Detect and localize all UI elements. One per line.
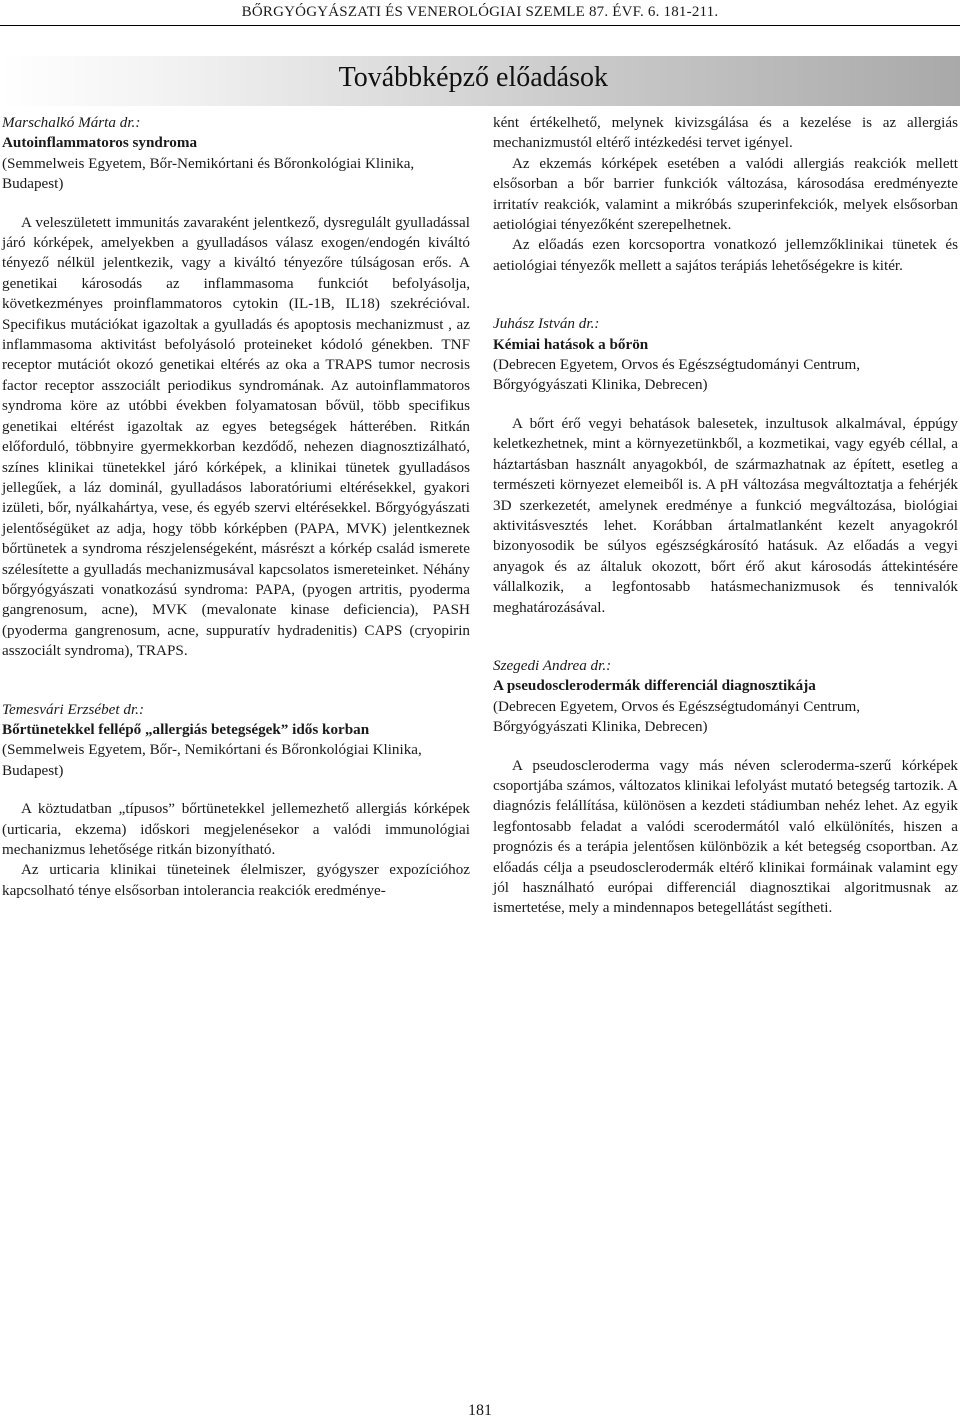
paragraph: A bőrt érő vegyi behatások balesetek, inzultusok alkalmával, éppúgy keletkezhetnek, mint a környezetünkből, a kozmetikai, vagy egyéb céllal, a háztartásban használt anyagokból, de származhatnak az épített, esetleg a természeti környezet elemeiből is. A pH változása megváltoztatja a fehérjék 3D szerkezetét, amelynek eredménye a funkció megváltozása, biológiai aktivitásvesztés lehet. Korábban ártalmatlanként kezelt anyagokról bizonyosodik be súlyos egészségkárosító hatásuk. Az előadás a vegyi anyagok és az általuk okozott, bőrt érő akut károsodás áttekintésére vállalkozik, a legfontosabb hatásmechanizmusok és tennivalók meghatározásával.	[493, 414, 958, 616]
affiliation: (Semmelweis Egyetem, Bőr-, Nemikórtani és Bőronkológiai Klinika, Budapest)	[2, 741, 422, 779]
abstract-chemical-effects	[493, 314, 958, 618]
paragraph: A veleszületett immunitás zavaraként jelentkező, dysregulált gyulladással járó kórképek, amelyekben a gyulladásos válasz exogen/endogén kiváltó tényező nélkül jelentkezik, vagy a kiváltó tényezőre túlságosan erős. A genetikai károsodás az inflammasoma funkciót befolyásolja, következményes proinflammatoros cytokin (IL-1B, IL18) szekrécióval. Specifikus mutációkat igazoltak a gyulladás és apoptosis mechanizmust , az inflammasoma aktivitást befolyásoló proteineket kódoló génekben. TNF receptor mutációt okozó genetikai eltérés az oka a TRAPS tumor necrosis factor receptor asszociált periodikus syndromának. Az autoinflammatoros syndroma köre az utóbbi években folyamatosan bővül, több specifikus genetikai eltérést igazoltak az egyes betegségek hátterében. Ritkán előforduló, többnyire gyermekkorban kezdődő, nehezen diagnosztizálható, színes klinikai tünetekkel járó kórképek, a klinikai tünetek gyulladásos jellegűek, a láz dominál, gyulladásos laboratóriumi eltérésekkel, gyakori izületi, bőr, nyálkahártya, vese, és egyéb szervi eltérésekkel. Bőrgyógyászati jelentőségüket az adja, hogy több kórképben (PAPA, MVK) jelentkeznek bőrtünetek a syndroma részjelenségeként, másrészt a kórkép család ismerete szélesítette a gyulladás mechanizmusával kapcsolatos ismereteinket. Néhány bőrgyógyászati vonatkozású syndroma: PAPA, (pyogen artritis, pyoderma gangrenosum, acne), MVK (mevalonate kinase deficiencia), PASH (pyoderma gangrenosum, acne, suppuratív hydradenitis) CAPS (cryopirin asszociált syndroma), TRAPS.	[2, 213, 470, 660]
header-rule	[0, 25, 960, 26]
affiliation: (Semmelweis Egyetem, Bőr-Nemikórtani és Bőronkológiai Klinika, Budapest)	[2, 154, 415, 193]
right-column	[493, 113, 958, 919]
paragraph: A köztudatban „típusos” bőrtünetekkel jellemezhető allergiás kórképek (urticaria, ekzema) időskori megjelenésekor a valódi immunológiai mechanizmus lehetősége ritkán bizonyítható.	[2, 800, 470, 858]
author: Marschalkó Márta dr.:	[2, 114, 141, 131]
abstract-title: Bőrtünetekkel fellépő „allergiás betegségek” idős korban	[2, 720, 370, 738]
abstract-continuation	[493, 113, 958, 276]
paragraph: Az urticaria klinikai tüneteinek élelmiszer, gyógyszer expozícióhoz kapcsolható ténye elsősorban intolerancia reakciók eredménye-	[2, 861, 470, 899]
section-title: Továbbképző előadások	[338, 62, 608, 93]
abstract-allergic-elderly	[2, 700, 470, 902]
abstract-title: Autoinflammatoros syndroma	[2, 134, 198, 152]
paragraph: ként értékelhető, melynek kivizsgálása és a kezelése is az allergiás mechanizmustól eltérő intézkedési tervet igényel.	[493, 114, 958, 152]
author: Juhász István dr.:	[493, 315, 600, 333]
left-column	[2, 113, 470, 901]
abstract-autoinflammatory	[2, 113, 470, 662]
page-number: 181	[468, 1402, 492, 1419]
abstract-pseudoscleroderma	[493, 656, 958, 919]
section-banner	[0, 56, 960, 106]
paragraph: Az ekzemás kórképek esetében a valódi allergiás reakciók mellett elsősorban a bőr barrier funkciók változása, károsodása eredményezte irritatív reakciók, valamint a mikróbás szuperinfekciók, melyek elsősorban aetiológiai tényezőként szerepelhetnek.	[493, 154, 958, 234]
abstract-title: Kémiai hatások a bőrön	[493, 335, 649, 353]
paragraph: A pseudoscleroderma vagy más néven scleroderma-szerű kórképek csoportjába számos, változatos klinikai lefolyást mutató betegség tartozik. A diagnózis felállítása, különösen a kezdeti stádiumban nehéz lehet. Az egyik legfontosabb feladat a valódi scerodermától való elkülönítés, hiszen a prognózis és a terápia jelentősen különbözik a két betegség csoportban. Az előadás célja a pseudosclerodermák eltérő klinikai formáinak valamint egy jól használható európai differenciál diagnosztikai algoritmusnak az ismertetése, mely a mindennapos betegellátást segítheti.	[493, 756, 958, 917]
affiliation: (Debrecen Egyetem, Orvos és Egészségtudományi Centrum, Bőrgyógyászati Klinika, Debrecen)	[493, 356, 861, 394]
author: Szegedi Andrea dr.:	[493, 656, 612, 674]
abstract-title: A pseudosclerodermák differenciál diagnosztikája	[493, 677, 816, 695]
affiliation: (Debrecen Egyetem, Orvos és Egészségtudományi Centrum, Bőrgyógyászati Klinika, Debrecen)	[493, 697, 861, 736]
author: Temesvári Erzsébet dr.:	[2, 700, 145, 718]
paragraph: Az előadás ezen korcsoportra vonatkozó jellemzőklinikai tünetek és aetiológiai tényezők mellett a sajátos terápiás lehetőségekre is kitér.	[493, 236, 958, 274]
running-head: BŐRGYÓGYÁSZATI ÉS VENEROLÓGIAI SZEMLE 87. ÉVF. 6. 181-211.	[241, 4, 719, 20]
